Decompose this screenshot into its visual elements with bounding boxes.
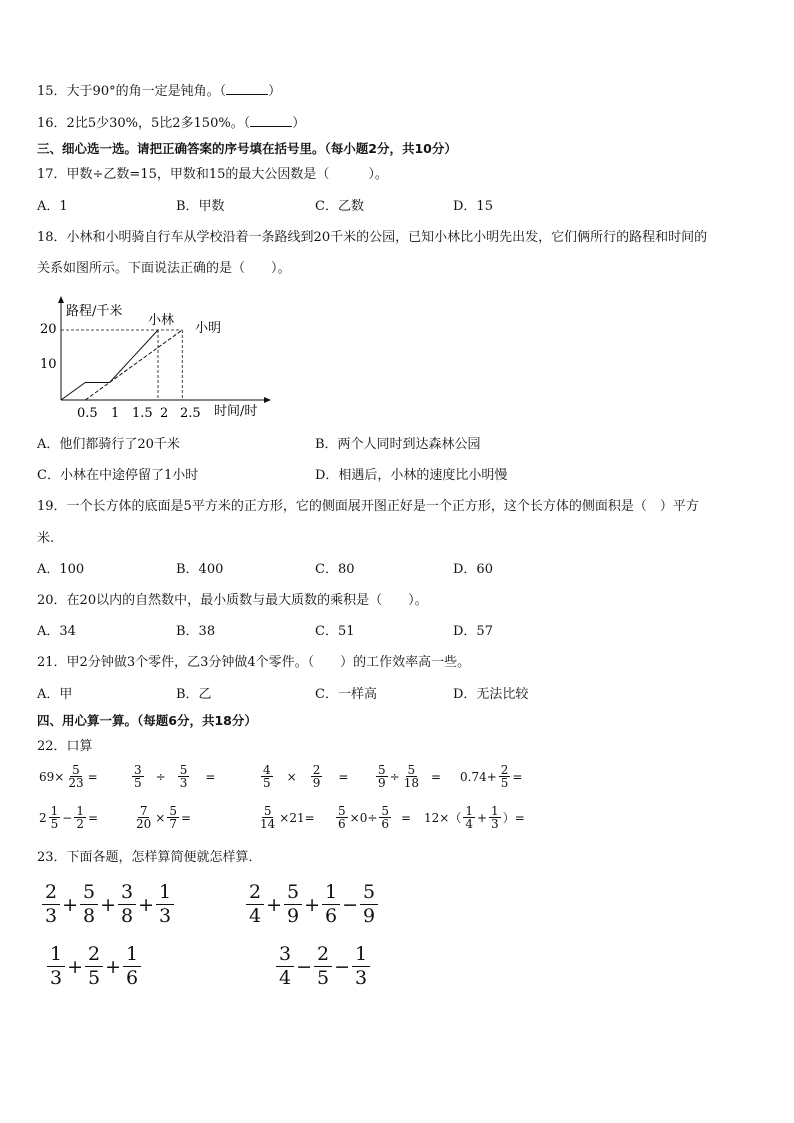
calc-j: 12× （ $\frac{1}{4}$ + $\frac{1}{3}$ ） = xyxy=(424,804,525,831)
fraction: $\frac{5}{9}$ xyxy=(378,763,386,790)
fraction: $\frac{5}{14}$ xyxy=(260,804,276,831)
q17-option-c[interactable]: C．乙数 xyxy=(315,199,364,214)
q19-option-d[interactable]: D．60 xyxy=(453,562,493,577)
fraction: $\frac{3}{4}$ xyxy=(276,945,294,988)
q21-option-a[interactable]: A．甲 xyxy=(37,687,73,702)
question-15: 15．大于90°的角一定是钝角。（ ） xyxy=(37,84,282,99)
question-18-line-1: 18．小林和小明骑自行车从学校沿着一条路线到20千米的公园，已知小林比小明先出发，它们俩所行的路程和时间的 xyxy=(37,230,708,245)
question-19-line-2: 米. xyxy=(37,531,55,546)
question-16: 16．2比5少30%，5比2多150%。（ ） xyxy=(37,116,306,131)
fraction: $\frac{4}{5}$ xyxy=(263,763,271,790)
simplify-expression-1: $\frac{2}{3}$ + $\frac{5}{8}$ + $\frac{3}{8}$ + $\frac{1}{3}$ xyxy=(40,883,176,926)
question-21: 21．甲2分钟做3个零件，乙3分钟做4个零件。（ ）的工作效率高一些。 xyxy=(37,655,471,670)
q20-option-a[interactable]: A．34 xyxy=(37,624,76,639)
fraction: $\frac{1}{3}$ xyxy=(491,804,499,831)
simplify-expression-4: $\frac{3}{4}$ − $\frac{2}{5}$ − $\frac{1}{3}$ xyxy=(274,945,372,988)
calc-f: 2 $\frac{1}{5}$ − $\frac{1}{2}$ = xyxy=(39,804,99,831)
q17-option-b[interactable]: B．甲数 xyxy=(176,199,225,214)
calc-e: 0.74+ $\frac{2}{5}$ = xyxy=(460,763,523,790)
distance-time-chart xyxy=(30,295,280,425)
q21-option-b[interactable]: B．乙 xyxy=(176,687,212,702)
question-20: 20．在20以内的自然数中，最小质数与最大质数的乘积是（ ）。 xyxy=(37,593,428,608)
calc-d: $\frac{5}{9}$ ÷ $\frac{5}{18}$ = xyxy=(378,763,442,790)
q18-option-d[interactable]: D．相遇后，小林的速度比小明慢 xyxy=(315,468,508,483)
series-line-xiaolin xyxy=(61,330,158,400)
fraction: $\frac{2}{3}$ xyxy=(42,883,60,926)
fraction: $\frac{1}{4}$ xyxy=(465,804,473,831)
x-tick-1.5: 1.5 xyxy=(132,406,153,421)
fraction: $\frac{1}{6}$ xyxy=(123,945,141,988)
fraction: $\frac{5}{23}$ xyxy=(68,763,84,790)
y-tick-10: 10 xyxy=(40,357,57,372)
answer-blank[interactable] xyxy=(250,114,292,127)
q17-option-d[interactable]: D．15 xyxy=(453,199,493,214)
q19-option-a[interactable]: A．100 xyxy=(37,562,85,577)
fraction: $\frac{1}{6}$ xyxy=(322,883,340,926)
fraction: $\frac{1}{3}$ xyxy=(47,945,65,988)
fraction: $\frac{5}{6}$ xyxy=(381,804,390,831)
q20-option-c[interactable]: C．51 xyxy=(315,624,355,639)
question-22: 22．口算 xyxy=(37,739,93,754)
fraction: $\frac{5}{18}$ xyxy=(403,763,419,790)
q20-option-d[interactable]: D．57 xyxy=(453,624,493,639)
fraction: $\frac{5}{7}$ xyxy=(169,804,177,831)
y-tick-20: 20 xyxy=(40,322,57,337)
q20-option-b[interactable]: B．38 xyxy=(176,624,216,639)
q21-option-d[interactable]: D．无法比较 xyxy=(453,687,529,702)
fraction: $\frac{2}{5}$ xyxy=(314,945,332,988)
simplify-expression-3: $\frac{1}{3}$ + $\frac{2}{5}$ + $\frac{1}{6}$ xyxy=(45,945,143,988)
x-tick-2.5: 2.5 xyxy=(180,406,201,421)
q19-option-c[interactable]: C．80 xyxy=(315,562,355,577)
fraction: $\frac{1}{2}$ xyxy=(76,804,84,831)
calc-i: $\frac{5}{6}$ ×0÷ $\frac{5}{6}$ = xyxy=(338,804,412,831)
calc-c: $\frac{4}{5}$ × $\frac{2}{9}$ = xyxy=(263,763,349,790)
fraction: $\frac{5}{9}$ xyxy=(284,883,302,926)
series-label-xiaoming: 小明 xyxy=(195,321,222,336)
question-19-line-1: 19．一个长方体的底面是5平方米的正方形，它的侧面展开图正好是一个正方形，这个长方体的侧面积是（ ）平方 xyxy=(37,499,699,514)
q18-option-b[interactable]: B．两个人同时到达森林公园 xyxy=(315,437,481,452)
calc-h: $\frac{5}{14}$ ×21= xyxy=(260,804,315,831)
fraction: $\frac{1}{3}$ xyxy=(156,883,174,926)
fraction: $\frac{1}{5}$ xyxy=(50,804,59,831)
question-23: 23．下面各题，怎样算简便就怎样算． xyxy=(37,850,262,865)
q21-option-c[interactable]: C．一样高 xyxy=(315,687,377,702)
calc-b: $\frac{3}{5}$ ÷ $\frac{5}{3}$ = xyxy=(134,763,216,790)
q18-option-c[interactable]: C．小林在中途停留了1小时 xyxy=(37,468,199,483)
x-tick-0.5: 0.5 xyxy=(77,406,98,421)
answer-blank[interactable] xyxy=(226,82,268,95)
y-axis-label: 路程/千米 xyxy=(66,304,123,319)
fraction: $\frac{2}{4}$ xyxy=(246,883,264,926)
fraction: $\frac{2}{9}$ xyxy=(312,763,321,790)
simplify-expression-2: $\frac{2}{4}$ + $\frac{5}{9}$ + $\frac{1}{6}$ − $\frac{5}{9}$ xyxy=(244,883,380,926)
q18-option-a[interactable]: A．他们都骑行了20千米 xyxy=(37,437,180,452)
fraction: $\frac{7}{20}$ xyxy=(136,804,152,831)
fraction: $\frac{1}{3}$ xyxy=(352,945,370,988)
fraction: $\frac{2}{5}$ xyxy=(85,945,103,988)
fraction: $\frac{2}{5}$ xyxy=(500,763,509,790)
series-label-xiaolin: 小林 xyxy=(148,313,175,328)
fraction: $\frac{5}{9}$ xyxy=(360,883,378,926)
q17-option-a[interactable]: A．1 xyxy=(37,199,68,214)
x-axis-label: 时间/时 xyxy=(214,404,258,419)
fraction: $\frac{3}{8}$ xyxy=(118,883,136,926)
fraction: $\frac{3}{5}$ xyxy=(134,763,142,790)
q19-option-b[interactable]: B．400 xyxy=(176,562,224,577)
question-18-line-2: 关系如图所示。下面说法正确的是（ ）。 xyxy=(37,261,291,276)
question-17: 17．甲数÷乙数=15，甲数和15的最大公因数是（ ）。 xyxy=(37,167,388,182)
fraction: $\frac{5}{8}$ xyxy=(80,883,98,926)
section-3-heading: 三、细心选一选。请把正确答案的序号填在括号里。（每小题2分，共10分） xyxy=(37,141,457,156)
x-tick-2: 2 xyxy=(160,406,169,421)
series-line-xiaoming xyxy=(85,330,182,400)
calc-g: $\frac{7}{20}$ × $\frac{5}{7}$ = xyxy=(136,804,192,831)
fraction: $\frac{5}{6}$ xyxy=(338,804,346,831)
section-4-heading: 四、用心算一算。（每题6分，共18分） xyxy=(37,713,257,728)
calc-a: 69 × $\frac{5}{23}$ = xyxy=(39,763,98,790)
x-tick-1: 1 xyxy=(111,406,120,421)
fraction: $\frac{5}{3}$ xyxy=(179,763,188,790)
